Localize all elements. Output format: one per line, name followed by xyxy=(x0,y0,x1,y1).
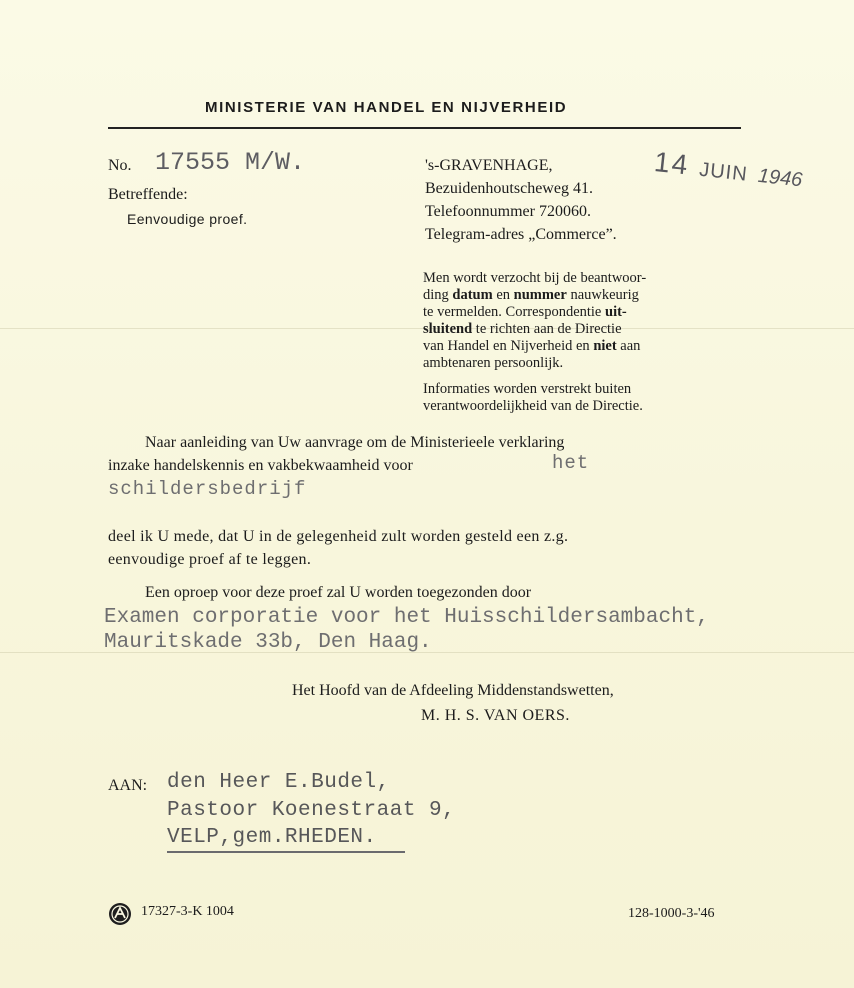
notice-line: Men wordt verzocht bij de beantwoor- xyxy=(423,270,647,286)
footer-right-code: 128-1000-3-'46 xyxy=(628,906,715,921)
address-telegram: Telegram-adres „Commerce”. xyxy=(425,226,617,243)
date-stamp-month: JUIN xyxy=(698,158,749,186)
notice-block xyxy=(423,270,646,415)
reference-no-label: No. xyxy=(108,157,132,174)
printer-mark-icon xyxy=(108,902,132,926)
ministry-title: MINISTERIE VAN HANDEL EN NIJVERHEID xyxy=(205,99,568,116)
recipient-line1: den Heer E.Budel, xyxy=(167,771,390,794)
notice-nummer-bold: nummer xyxy=(513,287,567,303)
info-line: verantwoordelijkheid van de Directie. xyxy=(423,398,643,414)
typed-examen-corporatie: Examen corporatie voor het Huisschildersambacht, xyxy=(104,606,709,629)
header-rule xyxy=(108,127,741,129)
notice-datum-bold: datum xyxy=(452,287,493,303)
signature-name: M. H. S. VAN OERS. xyxy=(421,707,570,724)
date-stamp xyxy=(653,146,805,193)
notice-niet-bold: niet xyxy=(593,338,617,354)
body-p3-line1: Een oproep voor deze proef zal U worden toegezonden door xyxy=(145,584,532,601)
address-city: 's-GRAVENHAGE, xyxy=(425,157,553,174)
notice-line: ding datum en nummer nauwkeurig xyxy=(423,287,639,303)
notice-sluitend-bold: sluitend xyxy=(423,321,473,337)
notice-line: van Handel en Nijverheid en niet aan xyxy=(423,338,641,354)
date-stamp-year: 1946 xyxy=(756,164,804,192)
address-street: Bezuidenhoutscheweg 41. xyxy=(425,180,593,197)
typed-mauritskade: Mauritskade 33b, Den Haag. xyxy=(104,631,432,654)
typed-het: het xyxy=(552,452,590,474)
notice-line: ambtenaren persoonlijk. xyxy=(423,355,564,371)
address-phone: Telefoonnummer 720060. xyxy=(425,203,591,220)
body-p2-line2: eenvoudige proef af te leggen. xyxy=(108,551,312,568)
recipient-underline xyxy=(167,851,405,853)
date-stamp-day: 14 xyxy=(652,146,691,181)
subject-value: Eenvoudige proef. xyxy=(127,211,248,227)
subject-label: Betreffende: xyxy=(108,186,188,203)
notice-line: te vermelden. Correspondentie uit- xyxy=(423,304,627,320)
recipient-line3: VELP,gem.RHEDEN. xyxy=(167,826,377,849)
info-line: Informaties worden verstrekt buiten xyxy=(423,381,632,397)
body-p2-line1: deel ik U mede, dat U in de gelegenheid zult worden gesteld een z.g. xyxy=(108,528,569,545)
body-p1-line1: Naar aanleiding van Uw aanvrage om de Ministerieele verklaring xyxy=(145,434,565,451)
notice-line: sluitend te richten aan de Directie xyxy=(423,321,622,337)
body-p1-line2: inzake handelskennis en vakbekwaamheid voor xyxy=(108,457,413,474)
recipient-label: AAN: xyxy=(108,777,148,794)
footer-left-code: 17327-3-K 1004 xyxy=(141,904,234,919)
notice-uit-bold: uit- xyxy=(605,304,627,320)
typed-schildersbedrijf: schildersbedrijf xyxy=(108,478,307,500)
recipient-line2: Pastoor Koenestraat 9, xyxy=(167,799,456,822)
reference-number: 17555 M/W. xyxy=(155,148,306,177)
signature-title: Het Hoofd van de Afdeeling Middenstandswetten, xyxy=(292,682,614,699)
